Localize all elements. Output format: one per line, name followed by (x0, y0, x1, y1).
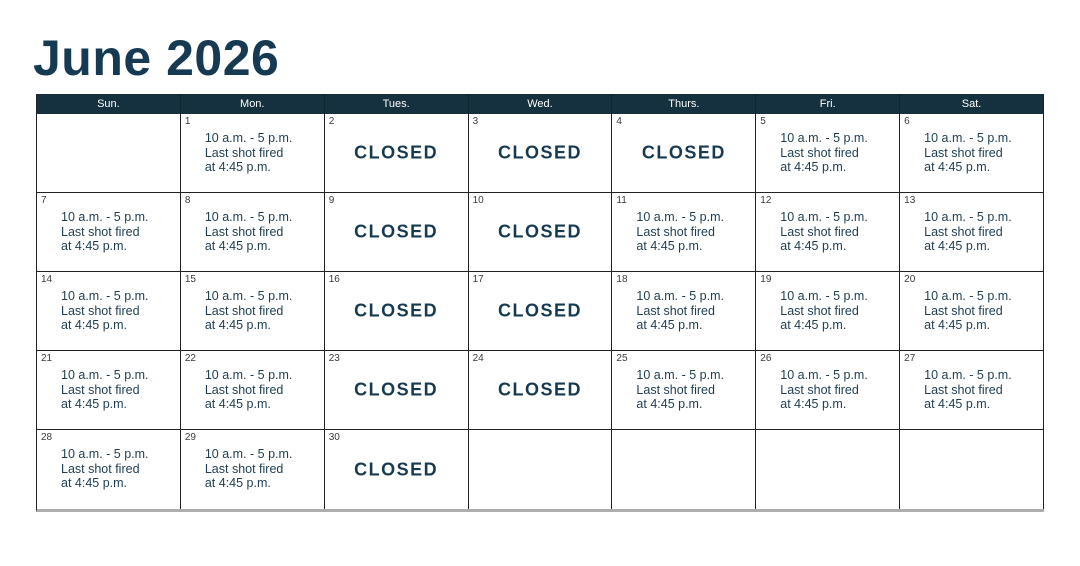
closed-label: CLOSED (354, 379, 439, 400)
day-number: 4 (616, 116, 622, 127)
open-hours-line: Last shot fired (780, 224, 859, 239)
open-hours-line: 10 a.m. - 5 p.m. (636, 210, 724, 224)
open-hours-line: Last shot fired (61, 224, 140, 239)
open-hours-line: at 4:45 p.m. (204, 397, 271, 411)
open-hours-text (900, 272, 1043, 333)
open-hours-text (612, 351, 755, 412)
open-hours-line: at 4:45 p.m. (924, 397, 991, 411)
weekday-header: Thurs. (612, 94, 756, 114)
open-hours-line: 10 a.m. - 5 p.m. (204, 368, 293, 382)
calendar-cell (37, 430, 181, 509)
calendar-cell (469, 272, 613, 351)
day-number: 8 (184, 195, 191, 206)
calendar-cell (469, 430, 613, 509)
open-hours-text (756, 351, 899, 412)
open-hours-line: 10 a.m. - 5 p.m. (924, 131, 1012, 145)
open-hours-text (37, 430, 180, 491)
open-hours-line: at 4:45 p.m. (636, 239, 703, 253)
open-hours-line: at 4:45 p.m. (780, 318, 847, 332)
weekday-header: Tues. (325, 94, 469, 114)
weekday-header: Mon. (181, 94, 325, 114)
day-number: 3 (472, 116, 479, 127)
open-hours-line: Last shot fired (204, 145, 284, 160)
open-hours-text (612, 272, 755, 333)
calendar-cell (37, 351, 181, 430)
day-number: 15 (184, 274, 196, 285)
open-hours-line: 10 a.m. - 5 p.m. (924, 289, 1012, 303)
day-number: 18 (616, 274, 628, 285)
open-hours-line: Last shot fired (61, 303, 140, 318)
open-hours-line: at 4:45 p.m. (61, 239, 128, 253)
day-number: 19 (760, 274, 772, 285)
calendar-cell (756, 351, 900, 430)
open-hours-text (900, 193, 1043, 254)
open-hours-line: at 4:45 p.m. (924, 318, 991, 332)
open-hours-line: at 4:45 p.m. (924, 160, 991, 174)
day-number: 1 (184, 116, 191, 127)
open-hours-line: 10 a.m. - 5 p.m. (636, 368, 724, 382)
open-hours-line: Last shot fired (924, 303, 1003, 318)
open-hours-line: 10 a.m. - 5 p.m. (204, 289, 293, 303)
open-hours-text (900, 114, 1043, 175)
day-number: 20 (904, 274, 916, 285)
open-hours-text (756, 272, 899, 333)
open-hours-line: at 4:45 p.m. (780, 397, 847, 411)
day-number: 12 (760, 195, 772, 206)
open-hours-line: 10 a.m. - 5 p.m. (204, 131, 293, 145)
open-hours-line: Last shot fired (204, 382, 284, 397)
open-hours-line: 10 a.m. - 5 p.m. (61, 447, 149, 461)
closed-label: CLOSED (354, 459, 439, 479)
calendar-cell (37, 193, 181, 272)
open-hours-text (612, 193, 755, 254)
weekday-header-row (37, 94, 1044, 114)
weekday-header: Sat. (900, 94, 1044, 114)
calendar-cell (181, 272, 325, 351)
weekday-header: Fri. (756, 94, 900, 114)
open-hours-line: Last shot fired (636, 382, 715, 397)
open-hours-line: at 4:45 p.m. (636, 318, 703, 332)
open-hours-line: Last shot fired (780, 145, 859, 160)
day-number: 23 (328, 353, 340, 364)
open-hours-text (181, 193, 324, 254)
calendar-cell (756, 114, 900, 193)
open-hours-text (37, 351, 180, 412)
day-number: 10 (472, 195, 484, 206)
closed-label: CLOSED (354, 142, 439, 163)
day-number: 29 (184, 432, 196, 443)
open-hours-line: 10 a.m. - 5 p.m. (636, 289, 724, 303)
day-number: 5 (760, 116, 766, 127)
calendar-cell (181, 430, 325, 509)
closed-label: CLOSED (497, 300, 582, 321)
open-hours-line: Last shot fired (204, 303, 284, 318)
calendar-cell (612, 430, 756, 509)
open-hours-text (37, 272, 180, 333)
open-hours-line: 10 a.m. - 5 p.m. (780, 289, 868, 303)
open-hours-line: 10 a.m. - 5 p.m. (924, 210, 1012, 224)
open-hours-line: 10 a.m. - 5 p.m. (924, 368, 1012, 382)
weekday-header: Wed. (469, 94, 613, 114)
open-hours-line: 10 a.m. - 5 p.m. (204, 210, 293, 224)
calendar-cell (181, 193, 325, 272)
open-hours-line: at 4:45 p.m. (204, 160, 271, 174)
open-hours-text (756, 193, 899, 254)
day-number: 22 (184, 353, 196, 364)
calendar-table (36, 94, 1044, 512)
open-hours-line: Last shot fired (204, 224, 284, 239)
open-hours-line: Last shot fired (924, 224, 1003, 239)
open-hours-line: Last shot fired (204, 461, 284, 476)
day-number: 2 (328, 116, 335, 127)
open-hours-line: 10 a.m. - 5 p.m. (61, 289, 149, 303)
day-number: 9 (328, 195, 335, 206)
open-hours-line: 10 a.m. - 5 p.m. (61, 368, 149, 382)
open-hours-line: at 4:45 p.m. (204, 476, 271, 490)
page-title: June 2026 (33, 30, 280, 86)
day-number: 14 (41, 274, 53, 285)
open-hours-line: 10 a.m. - 5 p.m. (204, 447, 293, 461)
day-number: 13 (904, 195, 916, 206)
open-hours-line: Last shot fired (636, 303, 715, 318)
closed-label: CLOSED (497, 142, 582, 163)
calendar-cell (900, 193, 1044, 272)
open-hours-text (900, 351, 1043, 412)
open-hours-line: 10 a.m. - 5 p.m. (780, 368, 868, 382)
calendar-cell (325, 193, 469, 272)
day-number: 7 (41, 195, 47, 206)
calendar-cell (325, 351, 469, 430)
calendar-cell (612, 272, 756, 351)
calendar-cell (756, 430, 900, 509)
open-hours-line: Last shot fired (61, 461, 140, 476)
day-number: 24 (472, 353, 484, 364)
calendar-cell (900, 272, 1044, 351)
day-number: 28 (41, 432, 53, 443)
calendar-cell (469, 114, 613, 193)
open-hours-line: at 4:45 p.m. (924, 239, 991, 253)
calendar-cell (612, 193, 756, 272)
day-number: 27 (904, 353, 916, 364)
day-number: 21 (41, 353, 53, 364)
open-hours-line: at 4:45 p.m. (780, 239, 847, 253)
open-hours-text (181, 114, 324, 175)
day-number: 30 (328, 432, 340, 443)
calendar-cell (325, 430, 469, 509)
open-hours-line: Last shot fired (780, 303, 859, 318)
calendar-cell (900, 430, 1044, 509)
open-hours-line: Last shot fired (61, 382, 140, 397)
open-hours-line: at 4:45 p.m. (636, 397, 703, 411)
open-hours-text (181, 430, 324, 491)
open-hours-text (181, 272, 324, 333)
open-hours-line: at 4:45 p.m. (780, 160, 847, 174)
calendar-grid (37, 114, 1044, 509)
calendar-cell (325, 272, 469, 351)
calendar-cell (37, 114, 181, 193)
calendar-cell (325, 114, 469, 193)
open-hours-line: Last shot fired (924, 382, 1003, 397)
open-hours-line: Last shot fired (780, 382, 859, 397)
calendar-cell (469, 193, 613, 272)
open-hours-line: Last shot fired (924, 145, 1003, 160)
calendar-cell (181, 114, 325, 193)
open-hours-text (181, 351, 324, 412)
closed-label: CLOSED (641, 142, 726, 163)
closed-label: CLOSED (497, 379, 582, 400)
open-hours-line: at 4:45 p.m. (61, 318, 128, 332)
calendar-cell (900, 114, 1044, 193)
calendar-cell (181, 351, 325, 430)
day-number: 26 (760, 353, 772, 364)
calendar-cell (612, 114, 756, 193)
open-hours-line: 10 a.m. - 5 p.m. (61, 210, 149, 224)
calendar-cell (612, 351, 756, 430)
open-hours-line: at 4:45 p.m. (204, 318, 271, 332)
open-hours-line: 10 a.m. - 5 p.m. (780, 131, 868, 145)
calendar-cell (756, 272, 900, 351)
open-hours-line: at 4:45 p.m. (61, 397, 128, 411)
closed-label: CLOSED (497, 221, 582, 242)
day-number: 6 (904, 116, 910, 127)
open-hours-text (37, 193, 180, 254)
open-hours-text (756, 114, 899, 175)
calendar-cell (37, 272, 181, 351)
closed-label: CLOSED (354, 221, 439, 242)
calendar-cell (900, 351, 1044, 430)
weekday-header: Sun. (37, 94, 181, 114)
day-number: 11 (616, 195, 627, 206)
calendar-cell (756, 193, 900, 272)
open-hours-line: at 4:45 p.m. (61, 476, 128, 490)
closed-label: CLOSED (354, 300, 439, 321)
open-hours-line: Last shot fired (636, 224, 715, 239)
calendar-cell (469, 351, 613, 430)
day-number: 25 (616, 353, 628, 364)
day-number: 17 (472, 274, 484, 285)
open-hours-line: 10 a.m. - 5 p.m. (780, 210, 868, 224)
open-hours-line: at 4:45 p.m. (204, 239, 271, 253)
day-number: 16 (328, 274, 340, 285)
